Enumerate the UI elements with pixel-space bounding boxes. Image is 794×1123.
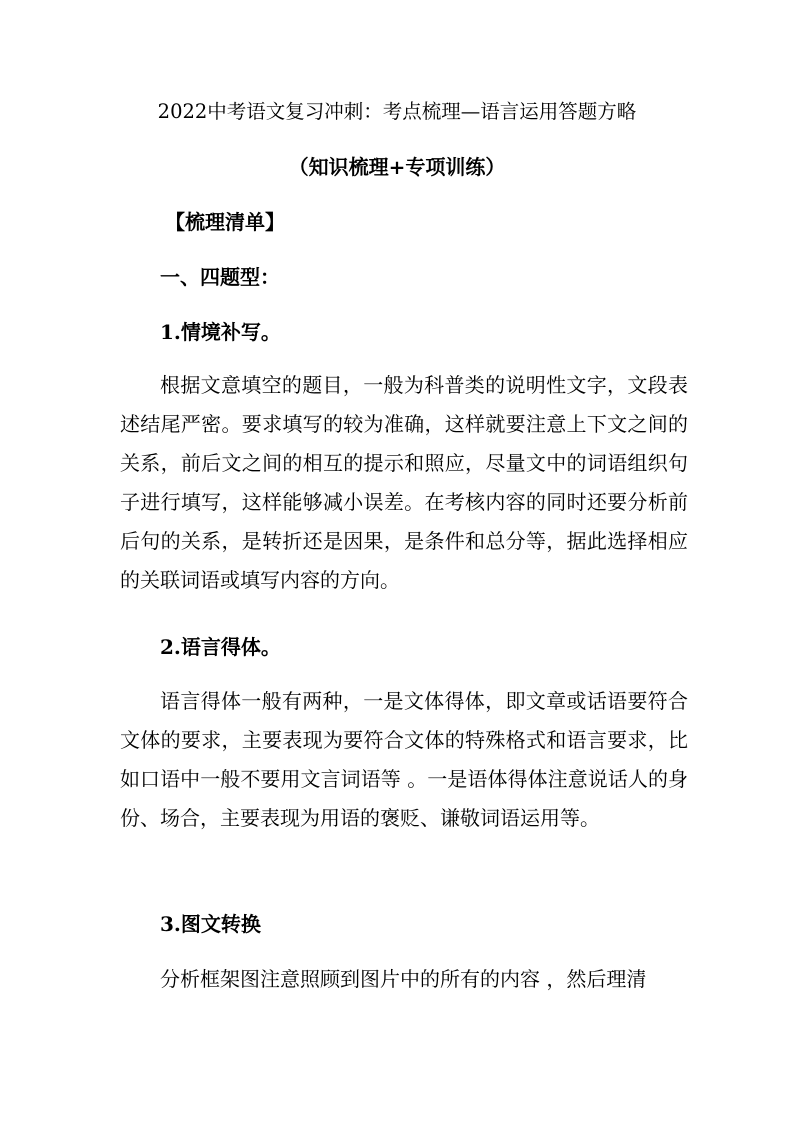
item-3-body: 分析框架图注意照顾到图片中的所有的内容 ，然后理清 <box>160 967 647 991</box>
part-heading: 一、四题型： <box>160 265 280 289</box>
document-subtitle: （知识梳理+专项训练） <box>288 155 506 179</box>
document-title: 2022中考语文复习冲刺：考点梳理—语言运用答题方略 <box>157 100 637 123</box>
item-3-heading: 3.图文转换 <box>160 912 261 936</box>
item-1-heading: 1.情境补写。 <box>160 320 281 344</box>
item-2-body: 语言得体一般有两种，一是文体得体，即文章或话语要符合文体的要求，主要表现为要符合文体的特殊格式和语言要求，比如口语中一般不要用文言词语等 。一是语体得体注意说话人的身份、场合，主要表现为用语的褒贬、谦敬词语运用等。 <box>120 689 688 830</box>
item-1-body: 根据文意填空的题目，一般为科普类的说明性文字，文段表述结尾严密。要求填写的较为准确，这样就要注意上下文之间的关系，前后文之间的相互的提示和照应，尽量文中的词语组织句子进行填写，这样能够减小误差。在考核内容的同时还要分析前后句的关系，是转折还是因果，是条件和总分等，据此选择相应的关联词语或填写内容的方向。 <box>120 373 688 592</box>
section-label: 【梳理清单】 <box>165 210 285 234</box>
item-2-heading: 2.语言得体。 <box>160 635 281 659</box>
